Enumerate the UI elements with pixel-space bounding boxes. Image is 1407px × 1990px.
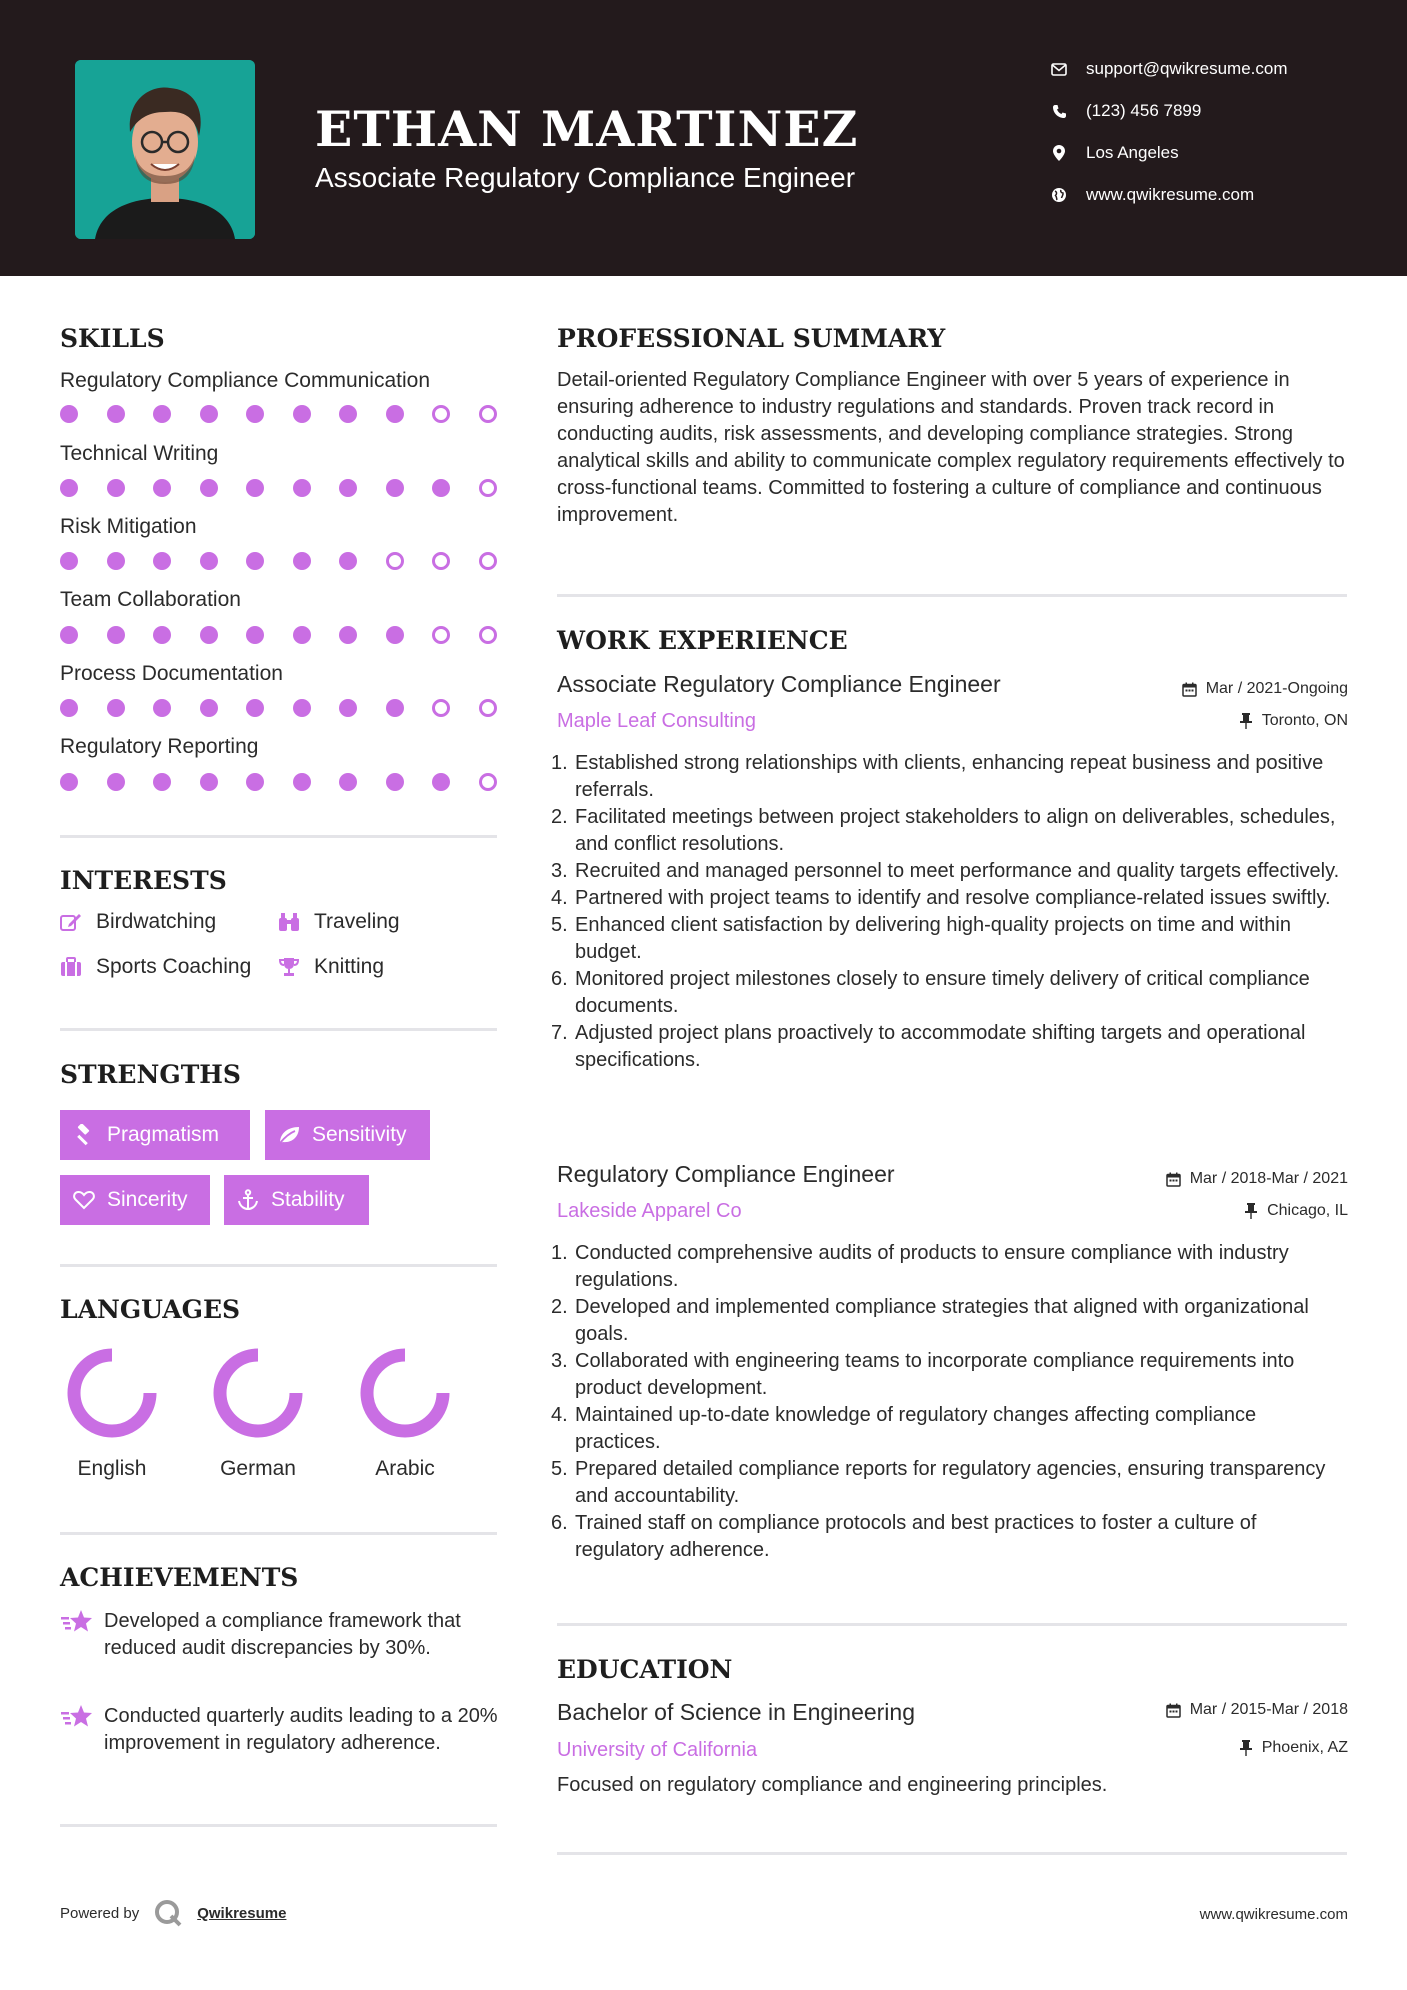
strength-label: Sincerity [107, 1188, 188, 1211]
company-name: Maple Leaf Consulting [557, 710, 757, 732]
rating-dot-empty [479, 626, 497, 644]
bullet-text: Developed and implemented compliance strategies that aligned with organizational goals. [575, 1296, 1309, 1345]
strengths-heading: STRENGTHS [60, 1060, 241, 1089]
rating-dot-filled [107, 773, 125, 791]
rating-dot-filled [293, 405, 311, 423]
bullet-text: Enhanced client satisfaction by delivering high-quality projects on time and within budget. [575, 914, 1291, 963]
rating-dot-empty [432, 552, 450, 570]
section-divider [557, 594, 1347, 597]
rating-dot-empty [432, 699, 450, 717]
contact-location-text: Los Angeles [1086, 143, 1179, 162]
rating-dot-filled [60, 405, 78, 423]
job-bullet [551, 885, 1347, 912]
education-location [1238, 1739, 1348, 1757]
job-location-text: Chicago, IL [1267, 1202, 1348, 1219]
rating-dot-filled [107, 552, 125, 570]
bullet-text: Monitored project milestones closely to ensure timely delivery of critical compliance documents. [575, 968, 1310, 1017]
rating-dot-filled [339, 405, 357, 423]
bullet-text: Recruited and managed personnel to meet performance and quality targets effectively. [575, 860, 1340, 882]
interest-label: Sports Coaching [96, 955, 252, 978]
language-level-arc [367, 1355, 443, 1431]
footer-powered-by [60, 1898, 286, 1928]
skill-rating [60, 626, 500, 646]
job-title: Associate Regulatory Compliance Engineer [557, 671, 1001, 697]
section-divider [557, 1623, 1347, 1626]
contact-website[interactable] [1050, 180, 1370, 210]
rating-dot-filled [246, 699, 264, 717]
rating-dot-filled [339, 626, 357, 644]
rating-dot-filled [60, 479, 78, 497]
bullet-number: 4. [551, 887, 568, 909]
shooting-star-icon [60, 1608, 94, 1634]
skill-rating [60, 405, 500, 425]
bullet-number: 5. [551, 1458, 568, 1480]
bullet-text: Facilitated meetings between project stakeholders to align on deliverables, schedules, and conflict resolutions. [575, 806, 1336, 855]
rating-dot-filled [107, 626, 125, 644]
rating-dot-filled [153, 405, 171, 423]
rating-dot-filled [246, 552, 264, 570]
bullet-text: Conducted comprehensive audits of products to ensure compliance with industry regulations. [575, 1242, 1289, 1291]
rating-dot-filled [153, 773, 171, 791]
job-bullet [551, 1402, 1347, 1456]
rating-dot-filled [386, 479, 404, 497]
rating-dot-empty [432, 405, 450, 423]
contact-location [1050, 138, 1370, 168]
section-divider [557, 1852, 1347, 1855]
binoculars-icon [278, 911, 300, 933]
language-gauge [357, 1345, 453, 1441]
rating-dot-filled [60, 626, 78, 644]
interest-item [278, 910, 400, 934]
education-heading: EDUCATION [557, 1655, 733, 1684]
interests-heading: INTERESTS [60, 866, 227, 895]
bullet-number: 1. [551, 1242, 568, 1264]
strength-tag [60, 1110, 250, 1160]
job-bullets [551, 1240, 1347, 1564]
strength-label: Sensitivity [312, 1123, 407, 1146]
rating-dot-filled [246, 773, 264, 791]
interest-item [60, 955, 251, 979]
contact-email-text: support@qwikresume.com [1086, 59, 1288, 78]
achievement-item [60, 1608, 500, 1662]
contact-email[interactable] [1050, 54, 1370, 84]
job-bullets [551, 750, 1347, 1074]
rating-dot-filled [200, 626, 218, 644]
calendar-icon [1166, 1702, 1182, 1718]
rating-dot-filled [246, 626, 264, 644]
skill-name: Regulatory Compliance Communication [60, 369, 431, 392]
bullet-text: Adjusted project plans proactively to accommodate shifting targets and operational specifications. [575, 1022, 1306, 1071]
achievement-item [60, 1703, 500, 1757]
bullet-text: Maintained up-to-date knowledge of regulatory changes affecting compliance practices. [575, 1404, 1257, 1453]
language-item [193, 1345, 323, 1481]
job-location-text: Toronto, ON [1261, 712, 1348, 729]
brand-link[interactable]: Qwikresume [197, 1904, 287, 1922]
rating-dot-empty [479, 773, 497, 791]
job-bullet [551, 1240, 1347, 1294]
job-location [1243, 1202, 1348, 1220]
bullet-number: 5. [551, 914, 568, 936]
contact-phone[interactable] [1050, 96, 1370, 126]
interest-item [278, 955, 384, 979]
rating-dot-filled [153, 626, 171, 644]
strength-tag [224, 1175, 369, 1225]
languages-heading: LANGUAGES [60, 1295, 241, 1324]
rating-dot-filled [339, 699, 357, 717]
rating-dot-empty [479, 479, 497, 497]
interest-label: Birdwatching [96, 910, 217, 933]
job-bullet [551, 804, 1347, 858]
skill-name: Risk Mitigation [60, 515, 197, 538]
bullet-text: Partnered with project teams to identify and resolve compliance-related issues swiftly. [575, 887, 1331, 909]
language-name: German [220, 1457, 296, 1480]
bullet-text: Collaborated with engineering teams to incorporate compliance requirements into product development. [575, 1350, 1295, 1399]
section-divider [60, 835, 497, 838]
language-gauge [210, 1345, 306, 1441]
rating-dot-empty [432, 626, 450, 644]
powered-by-text: Powered by [60, 1904, 140, 1922]
experience-heading: WORK EXPERIENCE [557, 626, 848, 655]
language-level-arc [74, 1355, 150, 1431]
job-dates [1166, 1170, 1348, 1188]
skills-heading: SKILLS [60, 324, 165, 353]
contact-phone-text: (123) 456 7899 [1086, 101, 1202, 120]
contact-website-text: www.qwikresume.com [1086, 185, 1255, 204]
rating-dot-filled [432, 479, 450, 497]
achievement-text: Developed a compliance framework that reduced audit discrepancies by 30%. [104, 1610, 461, 1659]
rating-dot-filled [153, 699, 171, 717]
rating-dot-filled [107, 479, 125, 497]
skill-name: Regulatory Reporting [60, 735, 259, 758]
language-gauge [64, 1345, 160, 1441]
strength-tag [60, 1175, 210, 1225]
rating-dot-filled [200, 405, 218, 423]
company-name: Lakeside Apparel Co [557, 1200, 742, 1222]
calendar-icon [1166, 1171, 1182, 1187]
section-divider [60, 1028, 497, 1031]
language-item [47, 1345, 177, 1481]
pushpin-icon [1238, 1740, 1254, 1756]
education-description: Focused on regulatory compliance and engineering principles. [557, 1774, 1108, 1796]
rating-dot-filled [60, 699, 78, 717]
interest-label: Traveling [314, 910, 400, 933]
leaf-icon [278, 1124, 300, 1146]
rating-dot-empty [386, 552, 404, 570]
job-bullet [551, 858, 1347, 885]
rating-dot-filled [153, 479, 171, 497]
bullet-number: 3. [551, 860, 568, 882]
job-bullet [551, 1294, 1347, 1348]
skill-rating [60, 479, 500, 499]
strength-label: Pragmatism [107, 1123, 220, 1146]
rating-dot-empty [479, 699, 497, 717]
bullet-number: 6. [551, 1512, 568, 1534]
bullet-text: Prepared detailed compliance reports for regulatory agencies, ensuring transparency and accountability. [575, 1458, 1326, 1507]
bullet-text: Trained staff on compliance protocols and best practices to foster a culture of regulatory adherence. [575, 1512, 1257, 1561]
rating-dot-filled [386, 773, 404, 791]
rating-dot-filled [293, 699, 311, 717]
rating-dot-filled [386, 405, 404, 423]
job-dates-text: Mar / 2021-Ongoing [1205, 680, 1348, 697]
skill-name: Team Collaboration [60, 588, 241, 611]
achievement-text: Conducted quarterly audits leading to a 20% improvement in regulatory adherence. [104, 1705, 498, 1754]
rating-dot-filled [386, 699, 404, 717]
job-bullet [551, 966, 1347, 1020]
qwikresume-logo-icon [153, 1898, 183, 1928]
job-bullet [551, 750, 1347, 804]
bullet-number: 3. [551, 1350, 568, 1372]
rating-dot-filled [60, 773, 78, 791]
rating-dot-filled [200, 699, 218, 717]
phone-icon [1050, 102, 1068, 120]
bullet-number: 7. [551, 1022, 568, 1044]
rating-dot-filled [246, 479, 264, 497]
education-dates [1166, 1701, 1348, 1719]
globe-icon [1050, 186, 1068, 204]
skill-rating [60, 773, 500, 793]
section-divider [60, 1824, 497, 1827]
skill-name: Technical Writing [60, 442, 219, 465]
anchor-icon [237, 1189, 259, 1211]
skill-rating [60, 552, 500, 572]
language-name: Arabic [375, 1457, 435, 1480]
footer-website[interactable]: www.qwikresume.com [1199, 1906, 1348, 1923]
shooting-star-icon [60, 1703, 94, 1729]
education-location-text: Phoenix, AZ [1261, 1739, 1348, 1756]
heart-icon [73, 1189, 95, 1211]
job-bullet [551, 1456, 1347, 1510]
section-divider [60, 1532, 497, 1535]
rating-dot-filled [339, 773, 357, 791]
rating-dot-filled [386, 626, 404, 644]
bullet-number: 2. [551, 806, 568, 828]
school-name: University of California [557, 1739, 758, 1761]
envelope-icon [1050, 60, 1068, 78]
edit-icon [60, 911, 82, 933]
calendar-icon [1182, 681, 1198, 697]
bullet-text: Established strong relationships with clients, enhancing repeat business and positive referrals. [575, 752, 1324, 801]
resume-header [0, 0, 1407, 276]
rating-dot-filled [293, 479, 311, 497]
rating-dot-empty [479, 405, 497, 423]
skill-rating [60, 699, 500, 719]
section-divider [60, 1264, 497, 1267]
language-name: English [77, 1457, 147, 1480]
candidate-title: Associate Regulatory Compliance Engineer [315, 162, 856, 193]
bullet-number: 2. [551, 1296, 568, 1318]
rating-dot-filled [107, 699, 125, 717]
summary-text: Detail-oriented Regulatory Compliance Engineer with over 5 years of experience in ensuring adherence to industry regulations and standards. Proven track record in conducting audits, risk assessments, and developing compliance strategies. Strong analytical skills and ability to communicate complex regulatory requirements effectively to cross-functional teams. Committed to fostering a culture of compliance and continuous improvement. [557, 369, 1345, 526]
job-title: Regulatory Compliance Engineer [557, 1161, 895, 1187]
rating-dot-filled [107, 405, 125, 423]
job-bullet [551, 1020, 1347, 1074]
rating-dot-filled [246, 405, 264, 423]
suitcase-icon [60, 956, 82, 978]
pushpin-icon [1238, 713, 1254, 729]
language-level-arc [220, 1355, 296, 1431]
interest-item [60, 910, 216, 934]
bullet-number: 4. [551, 1404, 568, 1426]
location-pin-icon [1050, 144, 1068, 162]
rating-dot-filled [60, 552, 78, 570]
achievements-heading: ACHIEVEMENTS [60, 1563, 299, 1592]
bullet-number: 1. [551, 752, 568, 774]
rating-dot-filled [339, 479, 357, 497]
rating-dot-filled [293, 552, 311, 570]
job-bullet [551, 1510, 1347, 1564]
rating-dot-filled [200, 479, 218, 497]
skill-name: Process Documentation [60, 662, 283, 685]
job-bullet [551, 1348, 1347, 1402]
interest-label: Knitting [314, 955, 385, 978]
rating-dot-filled [293, 773, 311, 791]
degree-title: Bachelor of Science in Engineering [557, 1699, 916, 1725]
job-dates-text: Mar / 2018-Mar / 2021 [1189, 1170, 1348, 1187]
strength-label: Stability [271, 1188, 345, 1211]
education-dates-text: Mar / 2015-Mar / 2018 [1189, 1701, 1348, 1718]
rating-dot-filled [200, 552, 218, 570]
job-bullet [551, 912, 1347, 966]
language-item [340, 1345, 470, 1481]
pushpin-icon [1243, 1203, 1259, 1219]
rating-dot-empty [479, 552, 497, 570]
gavel-icon [73, 1124, 95, 1146]
rating-dot-filled [200, 773, 218, 791]
rating-dot-filled [432, 773, 450, 791]
rating-dot-filled [153, 552, 171, 570]
rating-dot-filled [339, 552, 357, 570]
candidate-name: ETHAN MARTINEZ [315, 100, 859, 158]
rating-dot-filled [293, 626, 311, 644]
profile-photo [75, 60, 255, 239]
summary-heading: PROFESSIONAL SUMMARY [557, 324, 946, 353]
bullet-number: 6. [551, 968, 568, 990]
trophy-icon [278, 956, 300, 978]
job-dates [1182, 680, 1348, 698]
job-location [1238, 712, 1348, 730]
strength-tag [265, 1110, 430, 1160]
